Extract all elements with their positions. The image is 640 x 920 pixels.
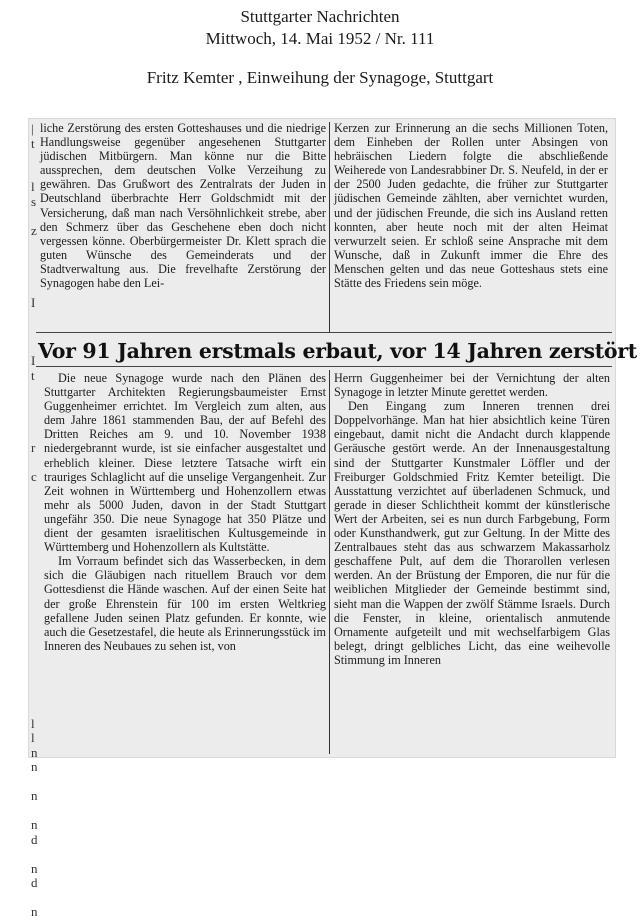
- column-3: [44, 371, 326, 653]
- column-divider-bottom: [329, 370, 330, 754]
- column-3-paragraph-2: Im Vorraum befindet sich das Wasserbecken, in dem sich die Gläubigen nach rituellem Brauch vor dem Gottesdienst die Hände waschen. Auf der einen Seite hat der große Ehrenstein für 100 im ersten Weltkrieg gefallene Juden seinen Platz gefunden. Er konnte, wie auch die Gesetzestafel, die heute als Erinnerungsstück im Inneren des Neubaues zu sehen ist, von: [44, 554, 326, 653]
- column-4: [334, 371, 610, 667]
- column-3-paragraph-1: Die neue Synagoge wurde nach den Plänen des Stuttgarter Architekten Regierungsbaumeister Ernst Guggenheimer errichtet. Im Vergleich zum alten, aus dem Jahre 1861 stammenden Bau, der auf Befehl des Dritten Reiches am 9. und 10. November 1938 niedergebrannt wurde, ist sie einfacher ausgestaltet und erheblich kleiner. Diese letztere Tatsache wirft ein trauriges Schlaglicht auf die unselige Vergangenheit. Zur Zeit wohnen in Württemberg und Hohenzollern etwas mehr als 5000 Juden, davon in der Stadt Stuttgart ungefähr 350. Die neue Synagoge hat 350 Plätze und dient der gesamten israelitischen Kultusgemeinde in Württemberg und Hohenzollern als Kultstätte.: [44, 371, 326, 555]
- column-2: [334, 121, 608, 290]
- newspaper-clipping: [28, 118, 637, 919]
- headline-rule-bottom: [36, 366, 612, 367]
- column-2-text: Kerzen zur Erinnerung an die sechs Millionen Toten, dem Einheben der Rollen unter Absingen von hebräischen Liedern folgte die abschließende Weiherede von Landesrabbiner Dr. S. Neufeld, in der er der 2500 Juden gedachte, die früher zur Stuttgarter jüdischen Gemeinde zählten, aber vernichtet wurden, und der jüdischen Freunde, die sich ins Ausland retten konnten, aber heute noch mit der alten Heimat verwurzelt seien. Er schloß seine Ansprache mit dem Wunsche, daß in Zukunft immer die Ehre des Menschen gelten und das neue Gotteshaus stets eine Stätte des Friedens sein möge.: [334, 121, 608, 291]
- headline-rule-top: [36, 332, 612, 333]
- article-title: Fritz Kemter , Einweihung der Synagoge, Stuttgart: [146, 68, 494, 87]
- document-header: [0, 6, 640, 89]
- margin-fragments: | t l s z I I t r c l l n n n n d n d n: [31, 121, 38, 919]
- newspaper-name: Stuttgarter Nachrichten: [240, 7, 400, 26]
- issue-date: Mittwoch, 14. Mai 1952 / Nr. 111: [205, 29, 435, 48]
- column-1: [40, 121, 326, 290]
- column-4-paragraph-2: Den Eingang zum Inneren trennen drei Doppelvorhänge. Man hat hier absichtlich keine Türen eingebaut, damit nicht die Andacht durch klappende Geräusche gestört werde. An der Innenausgestaltung sind der Stuttgarter Kunstmaler Löffler und der Freiburger Goldschmied Fritz Kemter beteiligt. Die Ausstattung verzichtet auf überladenen Schmuck, und gerade in dieser Schlichtheit kommt der künstlerische Wert der Arbeiten, sei es nun durch Farbgebung, Form oder Kunsthandwerk, gut zur Geltung. In der Mitte des Zentralbaues steht das aus schwarzem Makassarholz geschaffene Pult, auf dem die Thorarollen verlesen werden. An der Brüstung der Emporen, die nur für die weiblichen Mitglieder der Gemeinde bestimmt sind, sieht man die Wappen der zwölf Stämme Israels. Durch die Fenster, in kleine, orientalisch anmutende Ornamente aufgeteilt und mit wechselfarbigem Glas belegt, dringt gelbliches Licht, das eine weihevolle Stimmung im Inneren: [334, 399, 610, 667]
- article-headline: Vor 91 Jahren erstmals erbaut, vor 14 Jahren zerstört: [38, 339, 637, 363]
- column-1-text: liche Zerstörung des ersten Gotteshauses und die niedrige Handlungsweise gegenüber angesehenen Stuttgarter jüdischen Mitbürgern. Man könne nur die Bitte aussprechen, dem deutschen Volke Verzeihung zu gewähren. Das Grußwort des Zentralrats der Juden in Deutschland überbrachte Herr Goldschmidt mit der Versicherung, daß man nach Versöhnlichkeit strebe, aber den Schmerz über das Geschehene eben doch nicht vergessen könne. Oberbürgermeister Dr. Klett sprach die guten Wünsche des Gemeinderats und der Stadtverwaltung aus. Die frevelhafte Zerstörung der Synagogen habe den Lei-: [40, 121, 326, 291]
- column-4-paragraph-1: Herrn Guggenheimer bei der Vernichtung der alten Synagoge in letzter Minute gerettet werden.: [334, 371, 610, 400]
- column-divider-top: [329, 122, 330, 332]
